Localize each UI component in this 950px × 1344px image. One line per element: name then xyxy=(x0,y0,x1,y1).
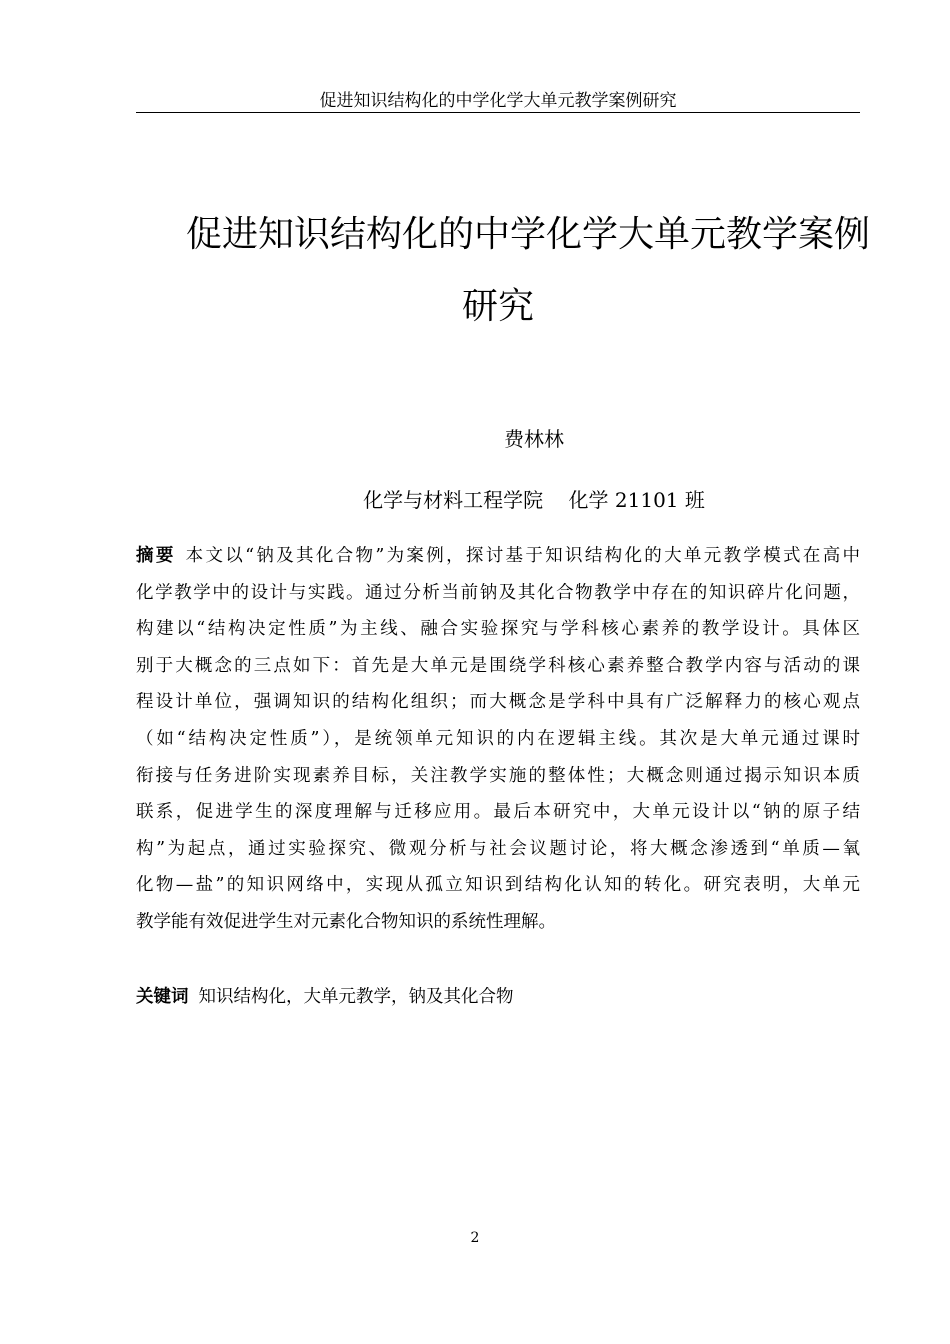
abstract-label: 摘要 xyxy=(136,546,176,566)
abstract-line: 构”为起点，通过实验探究、微观分析与社会议题讨论，将大概念渗透到“单质—氧 xyxy=(136,838,860,859)
paper-title-line-2: 研究 xyxy=(461,286,534,327)
header-rule xyxy=(136,112,860,113)
keywords-text: 知识结构化，大单元教学，钠及其化合物 xyxy=(198,987,514,1007)
abstract-line: 联系，促进学生的深度理解与迁移应用。最后本研究中，大单元设计以“钠的原子结 xyxy=(136,802,860,823)
abstract-line: 别于大概念的三点如下：首先是大单元是围绕学科核心素养整合教学内容与活动的课 xyxy=(136,655,860,676)
abstract-line: 化物—盐”的知识网络中，实现从孤立知识到结构化认知的转化。研究表明，大单元 xyxy=(136,875,860,896)
abstract-line xyxy=(136,538,860,575)
author-affiliation: 化学与材料工程学院 化学 21101 班 xyxy=(363,488,705,512)
abstract-line: 教学能有效促进学生对元素化合物知识的系统性理解。 xyxy=(136,911,556,932)
page-number: 2 xyxy=(470,1230,480,1246)
paper-title-line-1: 促进知识结构化的中学化学大单元教学案例 xyxy=(186,214,871,255)
keywords-label: 关键词 xyxy=(136,987,189,1007)
author-name: 费林林 xyxy=(504,427,564,451)
abstract-text: 本文以“钠及其化合物”为案例，探讨基于知识结构化的大单元教学模式在高中 xyxy=(185,546,861,566)
abstract-line: 衔接与任务进阶实现素养目标，关注教学实施的整体性；大概念则通过揭示知识本质 xyxy=(136,765,860,786)
abstract-line: 程设计单位，强调知识的结构化组织；而大概念是学科中具有广泛解释力的核心观点 xyxy=(136,692,860,713)
running-header: 促进知识结构化的中学化学大单元教学案例研究 xyxy=(319,91,677,111)
abstract-line: （如“结构决定性质”），是统领单元知识的内在逻辑主线。其次是大单元通过课时 xyxy=(136,728,860,749)
abstract-line: 化学教学中的设计与实践。通过分析当前钠及其化合物教学中存在的知识碎片化问题， xyxy=(136,582,860,603)
keywords xyxy=(136,982,514,1012)
abstract xyxy=(136,538,860,941)
abstract-line: 构建以“结构决定性质”为主线、融合实验探究与学科核心素养的教学设计。具体区 xyxy=(136,619,860,640)
